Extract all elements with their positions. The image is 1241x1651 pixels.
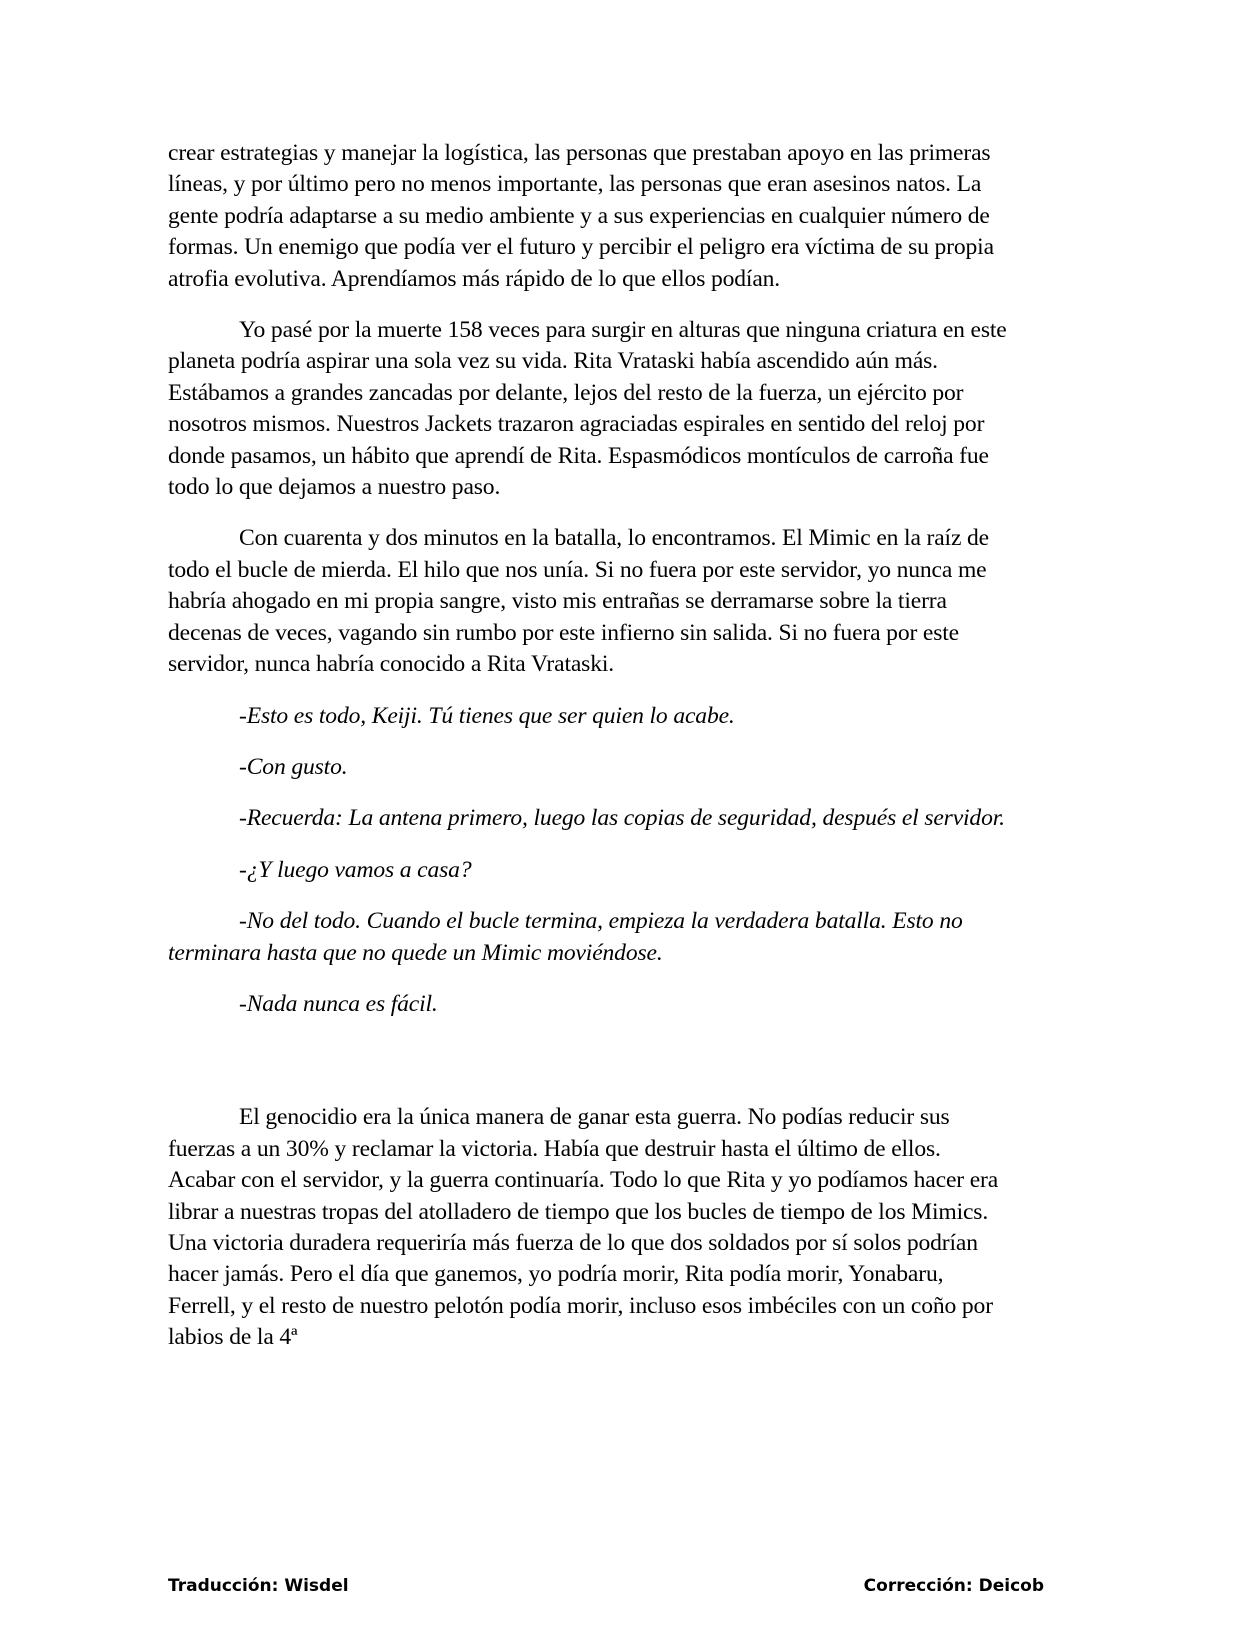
- correction-credit: Corrección: Deicob: [863, 1576, 1044, 1596]
- paragraph-body: El genocidio era la única manera de ganar esta guerra. No podías reducir sus fuerzas a un 30% y reclamar la victoria. Había que destruir hasta el último de ellos. Acabar con el servidor, y la guerra continuaría. Todo lo que Rita y yo podíamos hacer era librar a nuestras tropas del atolladero de tiempo que los bucles de tiempo de los Mimics. Una victoria duradera requeriría más fuerza de lo que dos soldados por sí solos podrían hacer jamás. Pero el día que ganemos, yo podría morir, Rita podía morir, Yonabaru, Ferrell, y el resto de nuestro pelotón podía morir, incluso esos imbéciles con un coño por labios de la 4ª: [168, 1104, 999, 1351]
- dialog-line: -Recuerda: La antena primero, luego las copias de seguridad, después el servidor.: [239, 805, 1005, 832]
- paragraph-body: crear estrategias y manejar la logística, las personas que prestaban apoyo en las primeras líneas, y por último pero no menos importante, las personas que eran asesinos natos. La gente podría adaptarse a su medio ambiente y a sus experiencias en cualquier número de formas. Un enemigo que podía ver el futuro y percibir el peligro era víctima de su propia atrofia evolutiva. Aprendíamos más rápido de lo que ellos podían.: [168, 140, 994, 292]
- dialog-line: -Esto es todo, Keiji. Tú tienes que ser quien lo acabe.: [239, 702, 735, 729]
- document-page: [168, 138, 1008, 1374]
- dialog-line: -No del todo. Cuando el bucle termina, empieza la verdadera batalla. Esto no terminara hasta que no quede un Mimic moviéndose.: [168, 908, 963, 966]
- page-footer: [168, 1575, 1044, 1597]
- dialog-line: -¿Y luego vamos a casa?: [239, 856, 472, 883]
- paragraph-body: Con cuarenta y dos minutos en la batalla, lo encontramos. El Mimic en la raíz de todo el bucle de mierda. El hilo que nos unía. Si no fuera por este servidor, yo nunca me habría ahogado en mi propia sangre, visto mis entrañas se derramarse sobre la tierra decenas de veces, vagando sin rumbo por este infierno sin salida. Si no fuera por este servidor, nunca habría conocido a Rita Vrataski.: [168, 525, 989, 678]
- paragraph-body: Yo pasé por la muerte 158 veces para surgir en alturas que ninguna criatura en este planeta podría aspirar una sola vez su vida. Rita Vrataski había ascendido aún más. Estábamos a grandes zancadas por delante, lejos del resto de la fuerza, un ejército por nosotros mismos. Nuestros Jackets trazaron agraciadas espirales en sentido del reloj por donde pasamos, un hábito que aprendí de Rita. Espasmódicos montículos de carroña fue todo lo que dejamos a nuestro paso.: [168, 317, 1007, 501]
- dialog-line: -Nada nunca es fácil.: [239, 990, 438, 1017]
- dialog-line: -Con gusto.: [239, 753, 348, 780]
- section-break: [168, 1040, 1008, 1102]
- translation-credit: Traducción: Wisdel: [168, 1576, 349, 1596]
